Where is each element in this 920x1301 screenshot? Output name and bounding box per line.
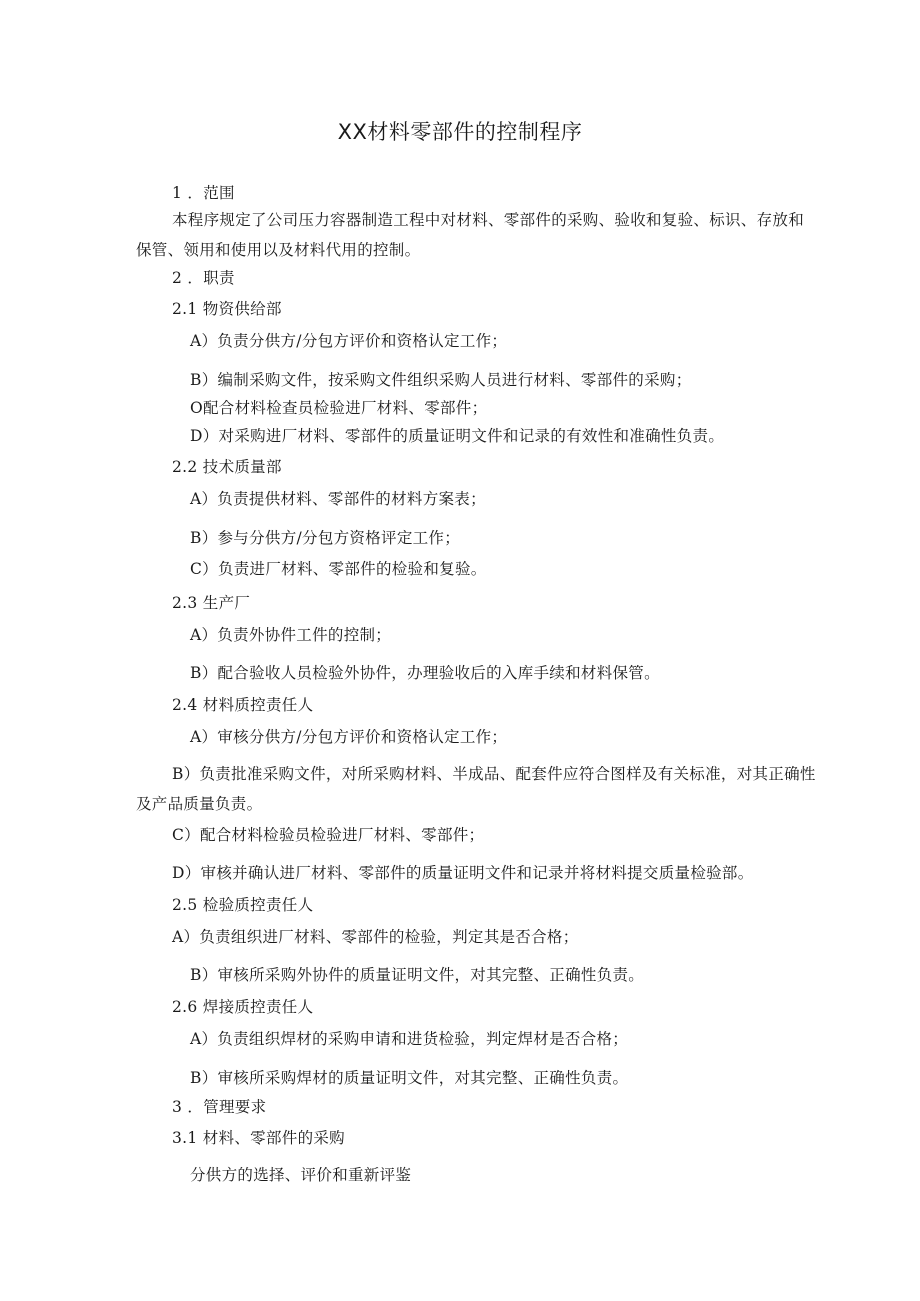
section-2-1-item-a: A）负责分供方/分包方评价和资格认定工作；: [190, 332, 508, 350]
section-2-5-item-b: B）审核所采购外协件的质量证明文件，对其完整、正确性负责。: [190, 966, 645, 984]
section-3-heading: 3 ．管理要求: [172, 1098, 267, 1116]
section-2-5-item-a: A）负责组织进厂材料、零部件的检验，判定其是否合格；: [172, 928, 579, 946]
section-2-4-heading: 2.4 材料质控责任人: [172, 696, 314, 714]
section-2-6-item-a: A）负责组织焊材的采购申请和进货检验，判定焊材是否合格；: [190, 1030, 629, 1048]
section-2-3-item-b: B）配合验收人员检验外协件，办理验收后的入库手续和材料保管。: [190, 664, 660, 682]
document-title: XX材料零部件的控制程序: [337, 120, 583, 144]
section-3-1-heading: 3.1 材料、零部件的采购: [172, 1129, 345, 1147]
section-2-2-item-c: C）负责进厂材料、零部件的检验和复验。: [190, 560, 487, 578]
section-2-1-heading: 2.1 物资供给部: [172, 300, 282, 318]
section-2-6-heading: 2.6 焊接质控责任人: [172, 998, 314, 1016]
section-2-6-item-b: B）审核所采购焊材的质量证明文件，对其完整、正确性负责。: [190, 1069, 629, 1087]
section-2-1-item-c: O配合材料检查员检验进厂材料、零部件；: [190, 399, 488, 417]
section-2-2-heading: 2.2 技术质量部: [172, 458, 282, 476]
section-3-1-subheading: 分供方的选择、评价和重新评鉴: [190, 1166, 412, 1184]
section-2-4-item-a: A）审核分供方/分包方评价和资格认定工作；: [190, 728, 508, 746]
section-2-4-item-c: C）配合材料检验员检验进厂材料、零部件；: [172, 826, 485, 844]
section-2-4-item-b: B）负责批准采购文件，对所采购材料、半成品、配套件应符合图样及有关标准，对其正确性及产品质量负责。: [136, 765, 816, 813]
section-2-3-heading: 2.3 生产厂: [172, 594, 251, 612]
section-1-body: 本程序规定了公司压力容器制造工程中对材料、零部件的采购、验收和复验、标识、存放和保管、领用和使用以及材料代用的控制。: [136, 211, 805, 259]
section-2-2-item-a: A）负责提供材料、零部件的材料方案表；: [190, 490, 486, 508]
section-2-1-item-b: B）编制采购文件，按采购文件组织采购人员进行材料、零部件的采购；: [190, 371, 692, 389]
section-2-5-heading: 2.5 检验质控责任人: [172, 896, 314, 914]
section-2-1-item-d: D）对采购进厂材料、零部件的质量证明文件和记录的有效性和准确性负责。: [190, 427, 725, 445]
section-2-2-item-b: B）参与分供方/分包方资格评定工作；: [190, 529, 461, 547]
section-2-4-item-d: D）审核并确认进厂材料、零部件的质量证明文件和记录并将材料提交质量检验部。: [172, 864, 754, 882]
section-1-heading: 1 ．范围: [172, 184, 235, 202]
section-2-heading: 2 ．职责: [172, 269, 235, 287]
section-2-3-item-a: A）负责外协件工件的控制；: [190, 626, 392, 644]
